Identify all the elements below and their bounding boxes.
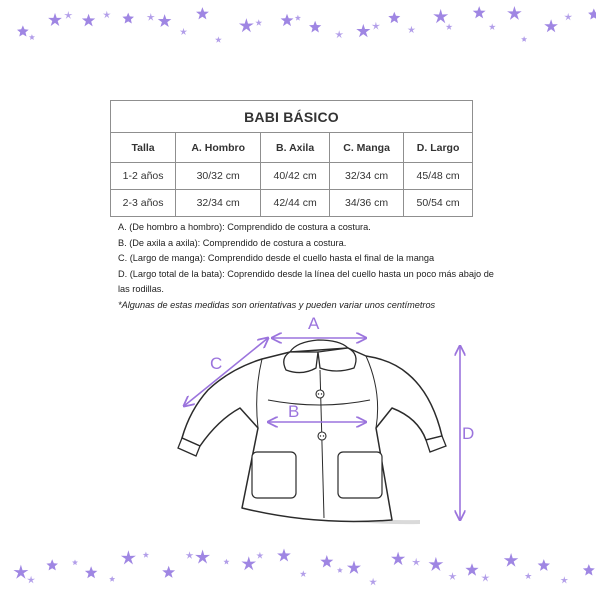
star-icon (46, 559, 58, 570)
star-icon (473, 6, 486, 18)
star-border-top (0, 0, 596, 60)
star-icon (255, 19, 262, 26)
coat-body (182, 348, 442, 522)
garment-diagram (170, 312, 480, 532)
disclaimer-note: *Algunas de estas medidas son orientativas y pueden variar unos centímetros (118, 299, 436, 310)
coat-illustration (170, 312, 480, 532)
star-icon (195, 550, 210, 564)
star-icon (356, 24, 370, 37)
star-icon (446, 23, 453, 30)
star-icon (223, 559, 229, 565)
star-icon (391, 552, 405, 566)
star-icon (320, 555, 333, 568)
star-icon (281, 14, 294, 26)
star-icon (369, 578, 377, 586)
star-icon (300, 570, 307, 577)
star-icon (103, 11, 111, 18)
star-icon (564, 13, 572, 21)
star-icon (143, 552, 149, 558)
star-icon (335, 30, 343, 38)
right-collar (318, 348, 356, 371)
star-icon (215, 36, 222, 42)
star-icon (64, 11, 72, 19)
star-icon (561, 576, 569, 583)
star-icon (489, 23, 496, 30)
star-icon (162, 566, 175, 578)
star-icon (256, 552, 263, 559)
star-icon (196, 7, 209, 19)
star-icon (347, 561, 361, 574)
star-icon (85, 566, 98, 578)
star-icon (504, 553, 519, 567)
star-icon (481, 574, 489, 582)
star-icon (465, 563, 478, 576)
button-icon (316, 390, 324, 398)
star-icon (27, 576, 35, 584)
header-talla: Talla (111, 133, 176, 163)
table-cell: 50/54 cm (404, 190, 473, 217)
star-icon (180, 28, 187, 35)
star-icon (372, 22, 380, 30)
star-icon (525, 573, 532, 580)
header-largo: D. Largo (404, 133, 473, 163)
table-row (111, 190, 473, 217)
star-icon (158, 14, 172, 27)
star-icon (583, 564, 595, 575)
button-icon (318, 432, 326, 440)
note-d: D. (Largo total de la bata): Coprendido desde la línea del cuello hasta un poco más abajo de las rodillas. (118, 268, 494, 295)
star-icon (48, 13, 62, 26)
star-icon (17, 25, 29, 36)
table-cell: 30/32 cm (176, 163, 261, 190)
table-cell: 34/36 cm (330, 190, 404, 217)
table-cell: 32/34 cm (330, 163, 404, 190)
label-d: D (462, 424, 475, 443)
star-icon (277, 549, 291, 562)
left-collar (284, 352, 318, 373)
table-row (111, 163, 473, 190)
note-a: A. (De hombro a hombro): Comprendido de costura a costura. (118, 222, 371, 232)
star-border-bottom (0, 536, 596, 596)
star-icon (588, 9, 596, 20)
star-icon (121, 550, 136, 564)
table-header-row (111, 133, 473, 163)
star-icon (13, 565, 28, 579)
label-c: C (210, 354, 223, 373)
table-title: BABI BÁSICO (111, 101, 473, 133)
table-cell: 2-3 años (111, 190, 176, 217)
star-icon (82, 14, 95, 27)
star-icon (507, 6, 522, 20)
header-hombro: A. Hombro (176, 133, 261, 163)
star-icon (109, 576, 115, 582)
measurement-notes (118, 220, 498, 314)
header-axila: B. Axila (261, 133, 330, 163)
table-cell: 42/44 cm (261, 190, 330, 217)
star-icon (186, 551, 194, 559)
label-a: A (308, 314, 320, 333)
star-icon (521, 36, 527, 42)
star-icon (241, 556, 256, 570)
note-c: C. (Largo de manga): Comprendido desde el cuello hasta el final de la manga (118, 253, 435, 264)
note-b: B. (De axila a axila): Comprendido de costura a costura. (118, 237, 347, 248)
star-icon (295, 15, 301, 21)
star-icon (388, 12, 400, 23)
star-icon (29, 34, 35, 40)
star-icon (72, 560, 78, 566)
table-cell: 1-2 años (111, 163, 176, 190)
star-icon (433, 9, 448, 23)
star-icon (448, 572, 456, 580)
table-cell: 40/42 cm (261, 163, 330, 190)
star-icon (147, 13, 155, 21)
size-table (110, 100, 473, 217)
header-manga: C. Manga (330, 133, 404, 163)
label-b: B (288, 402, 300, 421)
star-icon (544, 19, 558, 32)
star-icon (408, 26, 416, 33)
star-icon (122, 13, 134, 24)
star-icon (239, 18, 254, 32)
table-cell: 32/34 cm (176, 190, 261, 217)
star-icon (412, 558, 421, 566)
left-pocket (252, 452, 296, 498)
star-icon (538, 559, 550, 571)
star-icon (429, 557, 444, 571)
table-cell: 45/48 cm (404, 163, 473, 190)
star-icon (337, 567, 343, 573)
right-pocket (338, 452, 382, 498)
star-icon (309, 21, 321, 33)
